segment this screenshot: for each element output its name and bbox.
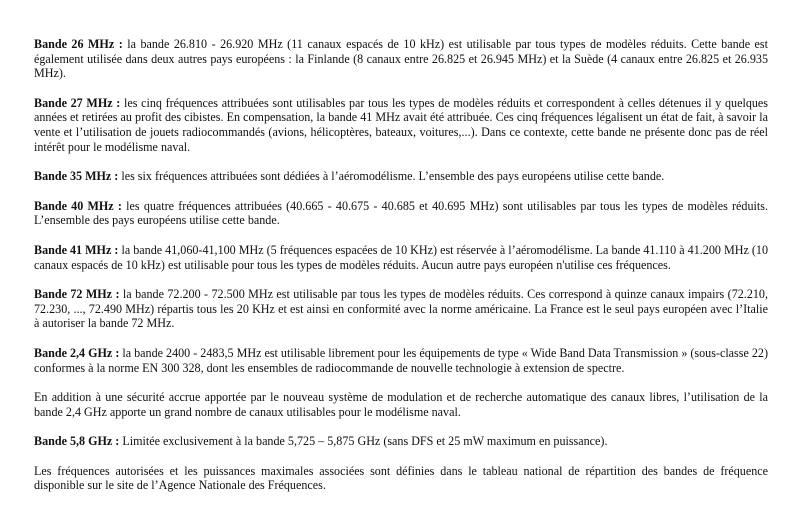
- paragraph-closing-note: [34, 464, 768, 493]
- band-label: Bande 26 MHz :: [34, 37, 123, 51]
- paragraph-text: Limitée exclusivement à la bande 5,725 – 5,875 GHz (sans DFS et 25 mW maximum en puissance).: [119, 434, 608, 449]
- paragraph-band-27mhz: [34, 96, 768, 154]
- paragraph-text: la bande 41,060-41,100 MHz (5 fréquences espacées de 10 KHz) est réservée à l’aéromodélisme. La bande 41.110 à 41.200 MHz (10 canaux espacés de 10 kHz) est utilisable pour tous les types de modèles réduits. Aucun autre pays européen n'utilise ces fréquences.: [34, 242, 768, 272]
- spacer: [34, 272, 768, 287]
- paragraph-band-26mhz: [34, 37, 768, 81]
- paragraph-band-2-4ghz: [34, 346, 768, 375]
- band-label: Bande 2,4 GHz :: [34, 345, 120, 360]
- paragraph-band-41mhz: [34, 243, 768, 272]
- paragraph-text: Les fréquences autorisées et les puissances maximales associées sont définies dans le tableau national de répartition des bandes de fréquence disponible sur le site de l’Agence Nationale des Fréquences.: [34, 463, 768, 493]
- spacer: [34, 228, 768, 243]
- band-label: Bande 5,8 GHz :: [34, 434, 120, 449]
- paragraph-band-5-8ghz: [34, 434, 768, 449]
- paragraph-text: les six fréquences attribuées sont dédiées à l’aéromodélisme. L’ensemble des pays européens utilise cette bande.: [118, 169, 665, 184]
- paragraph-text: En addition à une sécurité accrue apportée par le nouveau système de modulation et de recherche automatique des canaux libres, l’utilisation de la bande 2,4 GHz apporte un grand nombre de canaux utilisables pour le modélisme naval.: [34, 390, 768, 419]
- paragraph-text: les cinq fréquences attribuées sont utilisables par tous les types de modèles réduits et correspondent à celles détenues il y quelques années et retirées au profit des cibistes. En compensation, la bande 41 MHz avait été attribuée. Ces cinq fréquences légalisent un état de fait, à savoir la vente et l’utilisation de jouets radiocommandés (avions, hélicoptères, bateaux, voitures,...). Dans ce contexte, cette bande ne présente donc pas de réel intérêt pour le modélisme naval.: [34, 95, 768, 154]
- paragraph-text: la bande 72.200 - 72.500 MHz est utilisable par tous les types de modèles réduits. Ces correspond à quinze canaux impairs (72.210, 72.230, ..., 72.490 MHz) répartis tous les 20 KHz et est ainsi en conformité avec la norme américaine. La France est le seul pays européen avec l’Italie à autoriser la bande 72 MHz.: [34, 287, 768, 331]
- spacer: [34, 81, 768, 96]
- band-label: Bande 41 MHz :: [34, 242, 119, 257]
- spacer: [34, 449, 768, 464]
- paragraph-2-4ghz-addition: [34, 390, 768, 419]
- paragraph-band-40mhz: [34, 199, 768, 228]
- band-label: Bande 72 MHz :: [34, 287, 120, 302]
- band-label: Bande 35 MHz :: [34, 169, 119, 184]
- spacer: [34, 331, 768, 346]
- paragraph-text: la bande 2400 - 2483,5 MHz est utilisable librement pour les équipements de type « Wide Band Data Transmission » (sous-classe 22) conformes à la norme EN 300 328, dont les ensembles de radiocommande de nouvelle technologie à extension de spectre.: [34, 345, 768, 375]
- spacer: [34, 375, 768, 390]
- spacer: [34, 184, 768, 199]
- band-label: Bande 40 MHz :: [34, 198, 122, 213]
- paragraph-band-35mhz: [34, 169, 768, 184]
- band-label: Bande 27 MHz :: [34, 95, 121, 110]
- paragraph-text: la bande 26.810 - 26.920 MHz (11 canaux espacés de 10 kHz) est utilisable par tous types de modèles réduits. Cette bande est également utilisée dans deux autres pays européens : la Finlande (8 canaux entre 26.825 et 26.945 MHz) et la Suède (4 canaux entre 26.825 et 26.935 MHz).: [34, 37, 768, 81]
- spacer: [34, 419, 768, 434]
- spacer: [34, 154, 768, 169]
- paragraph-band-72mhz: [34, 287, 768, 331]
- paragraph-text: les quatre fréquences attribuées (40.665 - 40.675 - 40.685 et 40.695 MHz) sont utilisables par tous les types de modèles réduits. L’ensemble des pays européens utilise cette bande.: [34, 198, 768, 228]
